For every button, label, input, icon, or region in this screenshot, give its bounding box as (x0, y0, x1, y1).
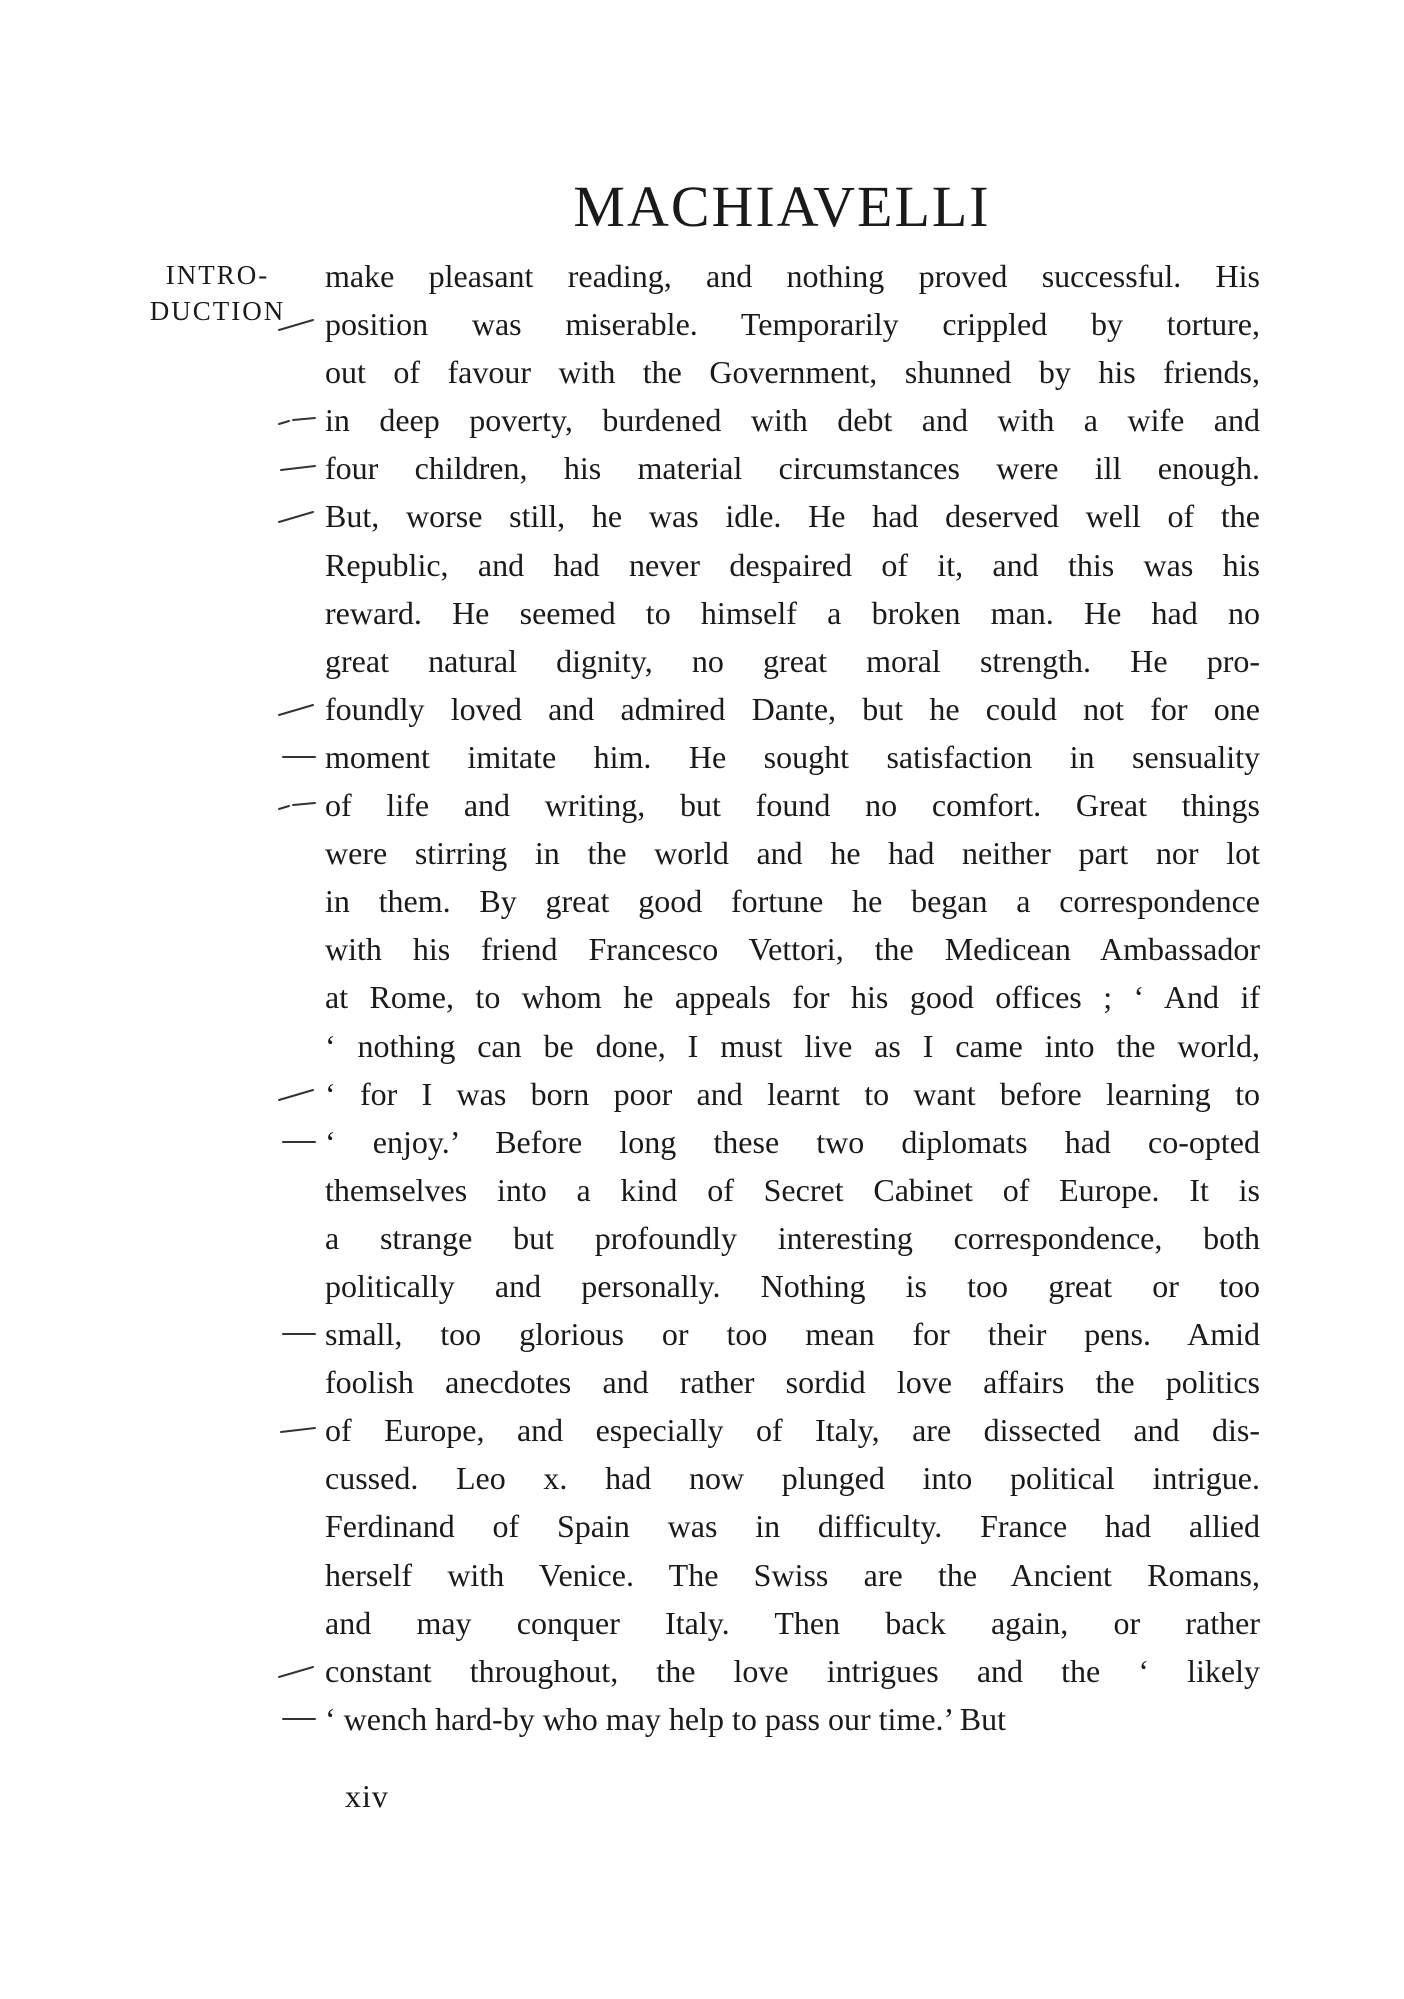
pencil-dash-mark (277, 1310, 317, 1358)
text-line: ‘ enjoy.’ Before long these two diplomats had co-opted (325, 1118, 1260, 1166)
pencil-dash-mark (277, 1695, 317, 1743)
pencil-dash-mark (277, 1070, 317, 1118)
text-line: make pleasant reading, and nothing proved successful. His (325, 258, 1260, 294)
text-line: Ferdinand of Spain was in difficulty. France had allied (325, 1508, 1260, 1545)
text-line: foolish anecdotes and rather sordid love affairs the politics (325, 1364, 1260, 1401)
text-line: ‘ wench hard-by who may help to pass our time.’ But (325, 1695, 1260, 1743)
text-line: themselves into a kind of Secret Cabinet of Europe. It is (325, 1171, 1260, 1208)
text-line: out of favour with the Government, shunned by his friends, (325, 354, 1260, 391)
text-line: were stirring in the world and he had neither part nor lot (325, 835, 1260, 872)
text-line: foundly loved and admired Dante, but he could not for one (325, 685, 1260, 733)
text-line: cussed. Leo x. had now plunged into political intrigue. (325, 1460, 1260, 1497)
pencil-dash-mark (277, 300, 317, 348)
pencil-dash-mark (277, 396, 317, 444)
pencil-dash-mark (277, 492, 317, 540)
text-line: a strange but profoundly interesting correspondence, both (325, 1219, 1260, 1256)
pencil-dash-mark (277, 733, 317, 781)
running-title-text: MACHIAVELLI (573, 174, 991, 239)
side-heading-line: DUCTION (149, 296, 286, 326)
text-line: in them. By great good fortune he began a correspondence (325, 883, 1260, 920)
text-line: herself with Venice. The Swiss are the Ancient Romans, (325, 1556, 1260, 1593)
text-line: of life and writing, but found no comfort. Great things (325, 781, 1260, 829)
text-line: Republic, and had never despaired of it, and this was his (325, 546, 1260, 583)
text-line: reward. He seemed to himself a broken man. He had no (325, 594, 1260, 631)
text-line: and may conquer Italy. Then back again, or rather (325, 1604, 1260, 1641)
text-line: in deep poverty, burdened with debt and with a wife and (325, 396, 1260, 444)
text-line: But, worse still, he was idle. He had deserved well of the (325, 492, 1260, 540)
running-title (0, 174, 1404, 239)
text-line: four children, his material circumstances were ill enough. (325, 444, 1260, 492)
text-line: at Rome, to whom he appeals for his good offices ; ‘ And if (325, 979, 1260, 1016)
text-line: ‘ for I was born poor and learnt to want before learning to (325, 1070, 1260, 1118)
text-line: great natural dignity, no great moral strength. He pro- (325, 642, 1260, 679)
side-heading-line: INTRO- (165, 260, 270, 290)
text-line: small, too glorious or too mean for their pens. Amid (325, 1310, 1260, 1358)
text-line: of Europe, and especially of Italy, are dissected and dis- (325, 1406, 1260, 1454)
text-line: constant throughout, the love intrigues and the ‘ likely (325, 1647, 1260, 1695)
text-line: with his friend Francesco Vettori, the Medicean Ambassador (325, 931, 1260, 968)
pencil-dash-mark (277, 1406, 317, 1454)
pencil-dash-mark (277, 1647, 317, 1695)
text-line: moment imitate him. He sought satisfaction in sensuality (325, 733, 1260, 781)
pencil-dash-mark (277, 685, 317, 733)
pencil-dash-mark (277, 781, 317, 829)
text-line: position was miserable. Temporarily crippled by torture, (325, 300, 1260, 348)
text-line: politically and personally. Nothing is too great or too (325, 1267, 1260, 1304)
pencil-dash-mark (277, 444, 317, 492)
pencil-dash-mark (277, 1118, 317, 1166)
page-number: xiv (345, 1778, 389, 1814)
body-text (325, 252, 1260, 1743)
text-line: ‘ nothing can be done, I must live as I came into the world, (325, 1027, 1260, 1064)
